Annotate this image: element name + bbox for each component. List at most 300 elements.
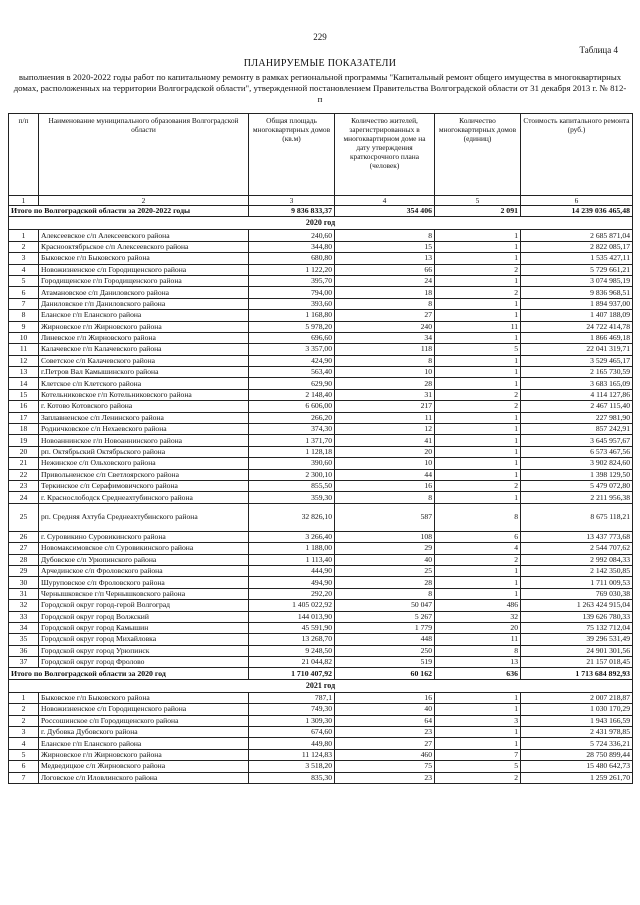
- cell-houses: 1: [435, 446, 521, 457]
- table-row: [9, 531, 633, 542]
- cell-cost: 39 296 531,49: [521, 634, 633, 645]
- cell-name: Алексеевское с/п Алексеевского района: [39, 230, 249, 241]
- cell-name: Теркинское с/п Серафимовичского района: [39, 480, 249, 491]
- table-row: [9, 298, 633, 309]
- cell-residents: 24: [335, 275, 435, 286]
- cell-name: Заплавненское с/п Ленинского района: [39, 412, 249, 423]
- cell-cost: 227 981,90: [521, 412, 633, 423]
- cell-name: Шуруповское с/п Фроловского района: [39, 577, 249, 588]
- cell-area: 3 518,20: [249, 761, 335, 772]
- table-label: Таблица 4: [579, 45, 618, 55]
- cell-n: 9: [9, 321, 39, 332]
- cell-area: 749,30: [249, 704, 335, 715]
- cell-cost: 2 685 871,04: [521, 230, 633, 241]
- cell-houses: 1: [435, 367, 521, 378]
- cell-area: 393,60: [249, 298, 335, 309]
- document-title: ПЛАНИРУЕМЫЕ ПОКАЗАТЕЛИ: [243, 58, 397, 69]
- table-row: [9, 480, 633, 491]
- cell-area: 1 405 022,92: [249, 600, 335, 611]
- cell-houses: 1: [435, 692, 521, 703]
- cell-name: Медведицкое с/п Жирновского района: [39, 761, 249, 772]
- cell-houses: 1: [435, 378, 521, 389]
- cell-n: 6: [9, 287, 39, 298]
- cell-name: Даниловское г/п Даниловского района: [39, 298, 249, 309]
- column-number: 2: [39, 196, 249, 206]
- table-row: [9, 287, 633, 298]
- cell-residents: 75: [335, 761, 435, 772]
- cell-cost: 139 626 780,33: [521, 611, 633, 622]
- cell-area: 444,90: [249, 565, 335, 576]
- cell-n: 37: [9, 657, 39, 668]
- cell-cost: 2 211 956,38: [521, 492, 633, 503]
- cell-n: 28: [9, 554, 39, 565]
- column-number: 1: [9, 196, 39, 206]
- cell-n: 27: [9, 543, 39, 554]
- cell-area: 1 113,40: [249, 554, 335, 565]
- grand-total-houses: 2 091: [435, 206, 521, 217]
- cell-n: 30: [9, 577, 39, 588]
- table-row: [9, 367, 633, 378]
- cell-cost: 13 437 773,68: [521, 531, 633, 542]
- cell-cost: 1 866 469,18: [521, 332, 633, 343]
- cell-cost: 1 263 424 915,04: [521, 600, 633, 611]
- column-number: 5: [435, 196, 521, 206]
- cell-residents: 41: [335, 435, 435, 446]
- cell-area: 2 300,10: [249, 469, 335, 480]
- cell-name: Котельниковское г/п Котельниковского района: [39, 389, 249, 400]
- cell-area: 11 124,83: [249, 749, 335, 760]
- table-row: [9, 412, 633, 423]
- cell-name: Новоаннинское г/п Новоаннинского района: [39, 435, 249, 446]
- cell-cost: 2 431 978,85: [521, 727, 633, 738]
- table-row: [9, 600, 633, 611]
- cell-houses: 11: [435, 321, 521, 332]
- cell-residents: 118: [335, 344, 435, 355]
- cell-cost: 1 407 188,09: [521, 310, 633, 321]
- cell-n: 11: [9, 344, 39, 355]
- cell-n: 18: [9, 424, 39, 435]
- cell-residents: 13: [335, 253, 435, 264]
- cell-n: 22: [9, 469, 39, 480]
- cell-n: 4: [9, 264, 39, 275]
- cell-name: Калачевское г/п Калачевского района: [39, 344, 249, 355]
- cell-name: Логовское с/п Иловлинского района: [39, 772, 249, 783]
- table-row: [9, 588, 633, 599]
- cell-residents: 587: [335, 503, 435, 531]
- column-number: 4: [335, 196, 435, 206]
- header-row: [9, 114, 633, 196]
- cell-area: 1 371,70: [249, 435, 335, 446]
- cell-houses: 2: [435, 264, 521, 275]
- cell-name: Атамановское с/п Даниловского района: [39, 287, 249, 298]
- cell-n: 7: [9, 298, 39, 309]
- cell-residents: 1 779: [335, 622, 435, 633]
- cell-houses: 4: [435, 543, 521, 554]
- cell-cost: 4 114 127,86: [521, 389, 633, 400]
- cell-residents: 20: [335, 446, 435, 457]
- cell-name: Городской округ город Волжский: [39, 611, 249, 622]
- cell-houses: 2: [435, 401, 521, 412]
- cell-houses: 1: [435, 704, 521, 715]
- column-number: 3: [249, 196, 335, 206]
- cell-houses: 1: [435, 230, 521, 241]
- cell-residents: 108: [335, 531, 435, 542]
- table-row: [9, 401, 633, 412]
- year-2020-total-label: Итого по Волгоградской области за 2020 год: [9, 668, 249, 679]
- cell-residents: 16: [335, 480, 435, 491]
- cell-cost: 2 467 115,40: [521, 401, 633, 412]
- table-row: [9, 378, 633, 389]
- cell-area: 395,70: [249, 275, 335, 286]
- cell-houses: 5: [435, 761, 521, 772]
- cell-area: 835,30: [249, 772, 335, 783]
- cell-name: г. Дубовка Дубовского района: [39, 727, 249, 738]
- cell-cost: 2 165 730,59: [521, 367, 633, 378]
- cell-name: Быковское г/п Быковского района: [39, 253, 249, 264]
- cell-houses: 3: [435, 715, 521, 726]
- cell-cost: 9 836 968,51: [521, 287, 633, 298]
- cell-name: Городищенское г/п Городищенского района: [39, 275, 249, 286]
- cell-area: 374,30: [249, 424, 335, 435]
- cell-area: 1 128,18: [249, 446, 335, 457]
- grand-total-cost: 14 239 036 465,48: [521, 206, 633, 217]
- cell-n: 19: [9, 435, 39, 446]
- table-row: [9, 458, 633, 469]
- cell-name: Быковское г/п Быковского района: [39, 692, 249, 703]
- cell-cost: 3 683 165,09: [521, 378, 633, 389]
- cell-area: 680,80: [249, 253, 335, 264]
- cell-cost: 2 544 707,62: [521, 543, 633, 554]
- header-area: Общая площадь многоквартирных домов (кв.м): [249, 114, 335, 196]
- cell-cost: 3 529 465,17: [521, 355, 633, 366]
- cell-cost: 1 259 261,70: [521, 772, 633, 783]
- cell-area: 1 122,20: [249, 264, 335, 275]
- document-subtitle: выполнения в 2020-2022 годы работ по капитальному ремонту в рамках региональной программы "Капитальный ремонт общего имущества в многоквартирных домах, расположенных на территории Волгоградской области", утвержденной постановлением Правительства Волгоградской области от 31 декабря 2013 г. № 812-п: [13, 72, 627, 104]
- cell-area: 3 266,40: [249, 531, 335, 542]
- cell-area: 292,20: [249, 588, 335, 599]
- cell-houses: 1: [435, 275, 521, 286]
- table-row: [9, 503, 633, 531]
- cell-cost: 6 573 467,56: [521, 446, 633, 457]
- cell-residents: 8: [335, 492, 435, 503]
- table-row: [9, 275, 633, 286]
- cell-name: Арчединское с/п Фроловского района: [39, 565, 249, 576]
- cell-residents: 10: [335, 367, 435, 378]
- table-row: [9, 321, 633, 332]
- grand-total-area: 9 836 833,37: [249, 206, 335, 217]
- cell-houses: 1: [435, 253, 521, 264]
- table-row: [9, 634, 633, 645]
- year-2020-header: [9, 217, 633, 230]
- cell-area: 1 168,80: [249, 310, 335, 321]
- cell-houses: 11: [435, 634, 521, 645]
- column-number: 6: [521, 196, 633, 206]
- cell-n: 36: [9, 645, 39, 656]
- cell-name: Россошинское с/п Городищенского района: [39, 715, 249, 726]
- cell-cost: 5 724 336,21: [521, 738, 633, 749]
- cell-n: 3: [9, 727, 39, 738]
- cell-area: 449,80: [249, 738, 335, 749]
- table-row: [9, 692, 633, 703]
- cell-residents: 27: [335, 738, 435, 749]
- grand-total-label: Итого по Волгоградской области за 2020-2022 годы: [9, 206, 249, 217]
- cell-residents: 23: [335, 727, 435, 738]
- cell-area: 787,1: [249, 692, 335, 703]
- cell-cost: 2 007 218,87: [521, 692, 633, 703]
- cell-name: г. Суровикино Суровикинского района: [39, 531, 249, 542]
- cell-n: 21: [9, 458, 39, 469]
- cell-area: 794,00: [249, 287, 335, 298]
- cell-residents: 15: [335, 241, 435, 252]
- cell-cost: 2 822 085,17: [521, 241, 633, 252]
- table-row: [9, 727, 633, 738]
- year-2020-total-row: [9, 668, 633, 679]
- header-cost: Стоимость капитального ремонта (руб.): [521, 114, 633, 196]
- cell-n: 5: [9, 749, 39, 760]
- cell-n: 3: [9, 253, 39, 264]
- column-number-row: [9, 196, 633, 206]
- cell-n: 35: [9, 634, 39, 645]
- cell-name: Линевское г/п Жирновского района: [39, 332, 249, 343]
- cell-residents: 8: [335, 298, 435, 309]
- cell-n: 20: [9, 446, 39, 457]
- table-row: [9, 424, 633, 435]
- table-row: [9, 264, 633, 275]
- cell-name: Городской округ город Фролово: [39, 657, 249, 668]
- table-row: [9, 749, 633, 760]
- cell-residents: 460: [335, 749, 435, 760]
- cell-name: г. Котово Котовского района: [39, 401, 249, 412]
- cell-houses: 7: [435, 749, 521, 760]
- cell-residents: 8: [335, 355, 435, 366]
- table-row: [9, 253, 633, 264]
- year-2020-total-cost: 1 713 684 892,93: [521, 668, 633, 679]
- cell-name: рп. Октябрьский Октябрьского района: [39, 446, 249, 457]
- cell-name: Городской округ город-герой Волгоград: [39, 600, 249, 611]
- cell-n: 1: [9, 692, 39, 703]
- cell-cost: 28 750 899,44: [521, 749, 633, 760]
- cell-area: 21 044,82: [249, 657, 335, 668]
- cell-houses: 1: [435, 577, 521, 588]
- cell-houses: 1: [435, 458, 521, 469]
- cell-houses: 1: [435, 355, 521, 366]
- cell-houses: 6: [435, 531, 521, 542]
- cell-residents: 18: [335, 287, 435, 298]
- header-houses: Количество многоквартирных домов (единиц): [435, 114, 521, 196]
- table-body: [9, 206, 633, 784]
- indicators-table: [8, 113, 633, 784]
- cell-houses: 1: [435, 424, 521, 435]
- cell-n: 24: [9, 492, 39, 503]
- table-row: [9, 577, 633, 588]
- cell-residents: 16: [335, 692, 435, 703]
- cell-area: 5 978,20: [249, 321, 335, 332]
- cell-area: 2 148,40: [249, 389, 335, 400]
- table-row: [9, 611, 633, 622]
- cell-houses: 1: [435, 435, 521, 446]
- cell-name: Городской округ город Михайловка: [39, 634, 249, 645]
- cell-name: Городской округ город Урюпинск: [39, 645, 249, 656]
- cell-residents: 31: [335, 389, 435, 400]
- table-row: [9, 565, 633, 576]
- cell-houses: 1: [435, 412, 521, 423]
- cell-residents: 34: [335, 332, 435, 343]
- cell-residents: 25: [335, 565, 435, 576]
- cell-area: 32 826,10: [249, 503, 335, 531]
- cell-residents: 23: [335, 772, 435, 783]
- table-row: [9, 492, 633, 503]
- cell-name: Новожизненское с/п Городищенского района: [39, 264, 249, 275]
- cell-name: Советское с/п Калачевского района: [39, 355, 249, 366]
- cell-houses: 1: [435, 332, 521, 343]
- cell-n: 2: [9, 241, 39, 252]
- cell-n: 2: [9, 715, 39, 726]
- cell-cost: 75 132 712,04: [521, 622, 633, 633]
- cell-residents: 519: [335, 657, 435, 668]
- cell-houses: 5: [435, 344, 521, 355]
- cell-houses: 32: [435, 611, 521, 622]
- cell-name: Еланское г/п Еланского района: [39, 738, 249, 749]
- cell-area: 1 309,30: [249, 715, 335, 726]
- cell-name: Краснооктябрьское с/п Алексеевского района: [39, 241, 249, 252]
- cell-area: 674,60: [249, 727, 335, 738]
- cell-cost: 1 398 129,50: [521, 469, 633, 480]
- cell-n: 13: [9, 367, 39, 378]
- table-row: [9, 241, 633, 252]
- cell-n: 15: [9, 389, 39, 400]
- table-row: [9, 657, 633, 668]
- cell-name: Новомаксимовское с/п Суровикинского района: [39, 543, 249, 554]
- cell-area: 240,60: [249, 230, 335, 241]
- cell-residents: 40: [335, 704, 435, 715]
- cell-houses: 2: [435, 480, 521, 491]
- year-2020-total-residents: 60 162: [335, 668, 435, 679]
- year-2021-label: 2021 год: [9, 679, 633, 692]
- cell-area: 494,90: [249, 577, 335, 588]
- cell-residents: 27: [335, 310, 435, 321]
- cell-cost: 1 943 166,59: [521, 715, 633, 726]
- cell-houses: 2: [435, 772, 521, 783]
- cell-houses: 1: [435, 298, 521, 309]
- cell-n: 16: [9, 401, 39, 412]
- cell-cost: 1 535 427,11: [521, 253, 633, 264]
- cell-houses: 486: [435, 600, 521, 611]
- header-residents: Количество жителей, зарегистрированных в многоквартирном доме на дату утверждения краткосрочного плана (человек): [335, 114, 435, 196]
- cell-residents: 50 047: [335, 600, 435, 611]
- year-2020-label: 2020 год: [9, 217, 633, 230]
- table-row: [9, 761, 633, 772]
- cell-area: 45 591,90: [249, 622, 335, 633]
- table-row: [9, 310, 633, 321]
- cell-residents: 8: [335, 588, 435, 599]
- cell-residents: 28: [335, 378, 435, 389]
- cell-area: 1 188,00: [249, 543, 335, 554]
- cell-houses: 2: [435, 389, 521, 400]
- cell-name: Жирновское г/п Жирновского района: [39, 321, 249, 332]
- cell-cost: 2 992 084,33: [521, 554, 633, 565]
- cell-cost: 8 675 118,21: [521, 503, 633, 531]
- table-row: [9, 435, 633, 446]
- header-name: Наименование муниципального образования Волгоградской области: [39, 114, 249, 196]
- cell-n: 5: [9, 275, 39, 286]
- cell-houses: 1: [435, 565, 521, 576]
- cell-residents: 44: [335, 469, 435, 480]
- cell-cost: 857 242,91: [521, 424, 633, 435]
- page-number: 229: [313, 32, 327, 42]
- cell-name: Чернышковское г/п Чернышковского района: [39, 588, 249, 599]
- header-num: п/п: [9, 114, 39, 196]
- cell-residents: 64: [335, 715, 435, 726]
- cell-cost: 769 030,38: [521, 588, 633, 599]
- cell-name: г. Краснослободск Среднеахтубинского района: [39, 492, 249, 503]
- cell-name: Еланское г/п Еланского района: [39, 310, 249, 321]
- table-row: [9, 554, 633, 565]
- cell-houses: 2: [435, 287, 521, 298]
- cell-n: 17: [9, 412, 39, 423]
- cell-houses: 1: [435, 588, 521, 599]
- cell-cost: 1 030 170,29: [521, 704, 633, 715]
- cell-residents: 8: [335, 230, 435, 241]
- cell-cost: 2 142 350,85: [521, 565, 633, 576]
- cell-n: 31: [9, 588, 39, 599]
- table-row: [9, 543, 633, 554]
- cell-residents: 29: [335, 543, 435, 554]
- table-row: [9, 332, 633, 343]
- cell-name: рп. Средняя Ахтуба Среднеахтубинского района: [39, 503, 249, 531]
- cell-houses: 1: [435, 310, 521, 321]
- cell-area: 6 606,00: [249, 401, 335, 412]
- cell-residents: 217: [335, 401, 435, 412]
- table-row: [9, 446, 633, 457]
- cell-residents: 40: [335, 554, 435, 565]
- cell-area: 855,50: [249, 480, 335, 491]
- cell-n: 14: [9, 378, 39, 389]
- cell-n: 4: [9, 738, 39, 749]
- cell-houses: 13: [435, 657, 521, 668]
- cell-n: 29: [9, 565, 39, 576]
- cell-area: 266,20: [249, 412, 335, 423]
- cell-name: Дубовское с/п Урюпинского района: [39, 554, 249, 565]
- cell-n: 34: [9, 622, 39, 633]
- cell-houses: 1: [435, 492, 521, 503]
- cell-cost: 3 902 824,60: [521, 458, 633, 469]
- cell-area: 424,90: [249, 355, 335, 366]
- cell-residents: 11: [335, 412, 435, 423]
- cell-cost: 3 074 985,19: [521, 275, 633, 286]
- table-row: [9, 645, 633, 656]
- cell-residents: 240: [335, 321, 435, 332]
- cell-n: 23: [9, 480, 39, 491]
- cell-area: 344,80: [249, 241, 335, 252]
- cell-n: 25: [9, 503, 39, 531]
- cell-area: 144 013,90: [249, 611, 335, 622]
- cell-houses: 20: [435, 622, 521, 633]
- table-row: [9, 738, 633, 749]
- cell-n: 1: [9, 230, 39, 241]
- cell-houses: 1: [435, 727, 521, 738]
- table-row: [9, 469, 633, 480]
- cell-n: 12: [9, 355, 39, 366]
- cell-residents: 10: [335, 458, 435, 469]
- cell-area: 9 248,50: [249, 645, 335, 656]
- cell-name: Родничковское с/п Нехаевского района: [39, 424, 249, 435]
- cell-residents: 250: [335, 645, 435, 656]
- cell-cost: 5 729 661,21: [521, 264, 633, 275]
- cell-houses: 2: [435, 554, 521, 565]
- cell-cost: 1 894 937,00: [521, 298, 633, 309]
- cell-cost: 5 479 072,80: [521, 480, 633, 491]
- cell-name: Привольненское с/п Светлоярского района: [39, 469, 249, 480]
